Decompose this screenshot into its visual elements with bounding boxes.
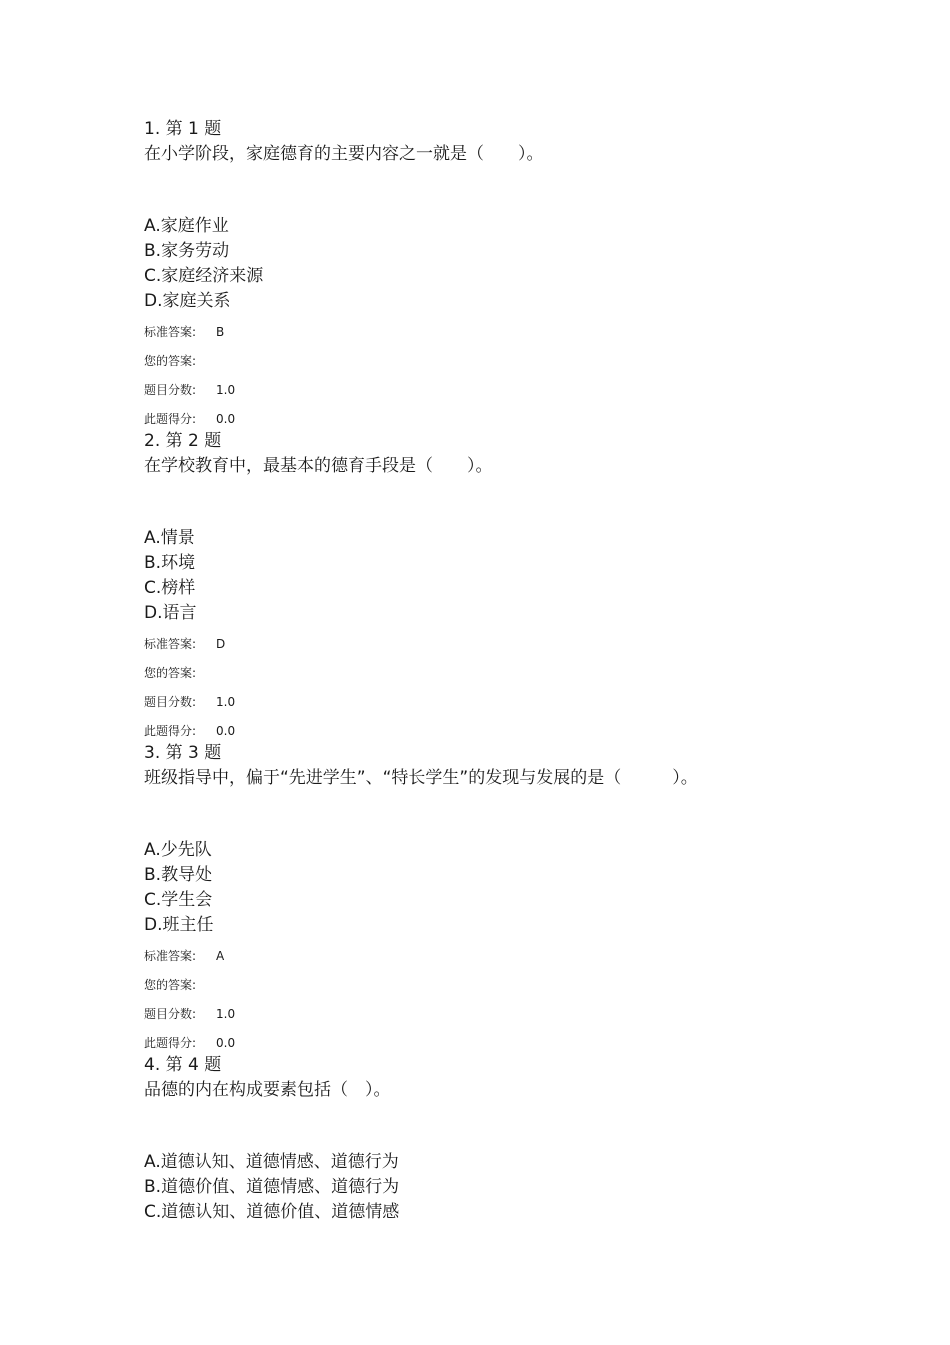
question-score-value: 1.0 [216, 1007, 236, 1021]
question-stem: 在学校教育中，最基本的德育手段是（ ）。 [144, 456, 493, 476]
option-b: B.家务劳动 [144, 241, 230, 261]
question-stem: 班级指导中，偏于“先进学生”、“特长学生”的发现与发展的是（ ）。 [144, 768, 698, 788]
earned-score-value: 0.0 [216, 1036, 236, 1050]
question-score [144, 1006, 235, 1022]
option-c: C.学生会 [144, 890, 213, 910]
earned-score-label: 此题得分: [144, 1036, 197, 1050]
question-score [144, 382, 235, 398]
question-score-label: 题目分数: [144, 695, 197, 709]
option-a: A.少先队 [144, 840, 212, 860]
your-answer-label: 您的答案: [144, 666, 197, 680]
question-score-label: 题目分数: [144, 383, 197, 397]
standard-answer-value: D [216, 637, 226, 651]
question-score-label: 题目分数: [144, 1007, 197, 1021]
option-b: B.教导处 [144, 865, 213, 885]
earned-score-value: 0.0 [216, 724, 236, 738]
your-answer-label: 您的答案: [144, 978, 197, 992]
your-answer [144, 353, 216, 369]
standard-answer-label: 标准答案: [144, 949, 197, 963]
your-answer [144, 977, 216, 993]
option-d: D.班主任 [144, 915, 214, 935]
option-d: D.家庭关系 [144, 291, 231, 311]
standard-answer-value: A [216, 949, 225, 963]
standard-answer-value: B [216, 325, 225, 339]
your-answer [144, 665, 216, 681]
option-c: C.榜样 [144, 578, 196, 598]
option-d: D.语言 [144, 603, 197, 623]
option-b: B.道德价值、道德情感、道德行为 [144, 1177, 400, 1197]
earned-score [144, 411, 235, 427]
earned-score [144, 1035, 235, 1051]
standard-answer-label: 标准答案: [144, 325, 197, 339]
option-a: A.道德认知、道德情感、道德行为 [144, 1152, 399, 1172]
question-score [144, 694, 235, 710]
option-c: C.道德认知、道德价值、道德情感 [144, 1202, 400, 1222]
question-score-value: 1.0 [216, 383, 236, 397]
question-stem: 品德的内在构成要素包括（ ）。 [144, 1080, 391, 1100]
question-heading: 1. 第 1 题 [144, 119, 222, 139]
question-score-value: 1.0 [216, 695, 236, 709]
earned-score [144, 723, 235, 739]
earned-score-label: 此题得分: [144, 724, 197, 738]
question-heading: 3. 第 3 题 [144, 743, 222, 763]
standard-answer [144, 324, 224, 340]
question-stem: 在小学阶段，家庭德育的主要内容之一就是（ ）。 [144, 144, 544, 164]
standard-answer-label: 标准答案: [144, 637, 197, 651]
question-heading: 4. 第 4 题 [144, 1055, 222, 1075]
option-a: A.情景 [144, 528, 195, 548]
option-a: A.家庭作业 [144, 216, 229, 236]
option-c: C.家庭经济来源 [144, 266, 264, 286]
your-answer-label: 您的答案: [144, 354, 197, 368]
earned-score-label: 此题得分: [144, 412, 197, 426]
earned-score-value: 0.0 [216, 412, 236, 426]
standard-answer [144, 948, 224, 964]
question-heading: 2. 第 2 题 [144, 431, 222, 451]
option-b: B.环境 [144, 553, 196, 573]
standard-answer [144, 636, 225, 652]
